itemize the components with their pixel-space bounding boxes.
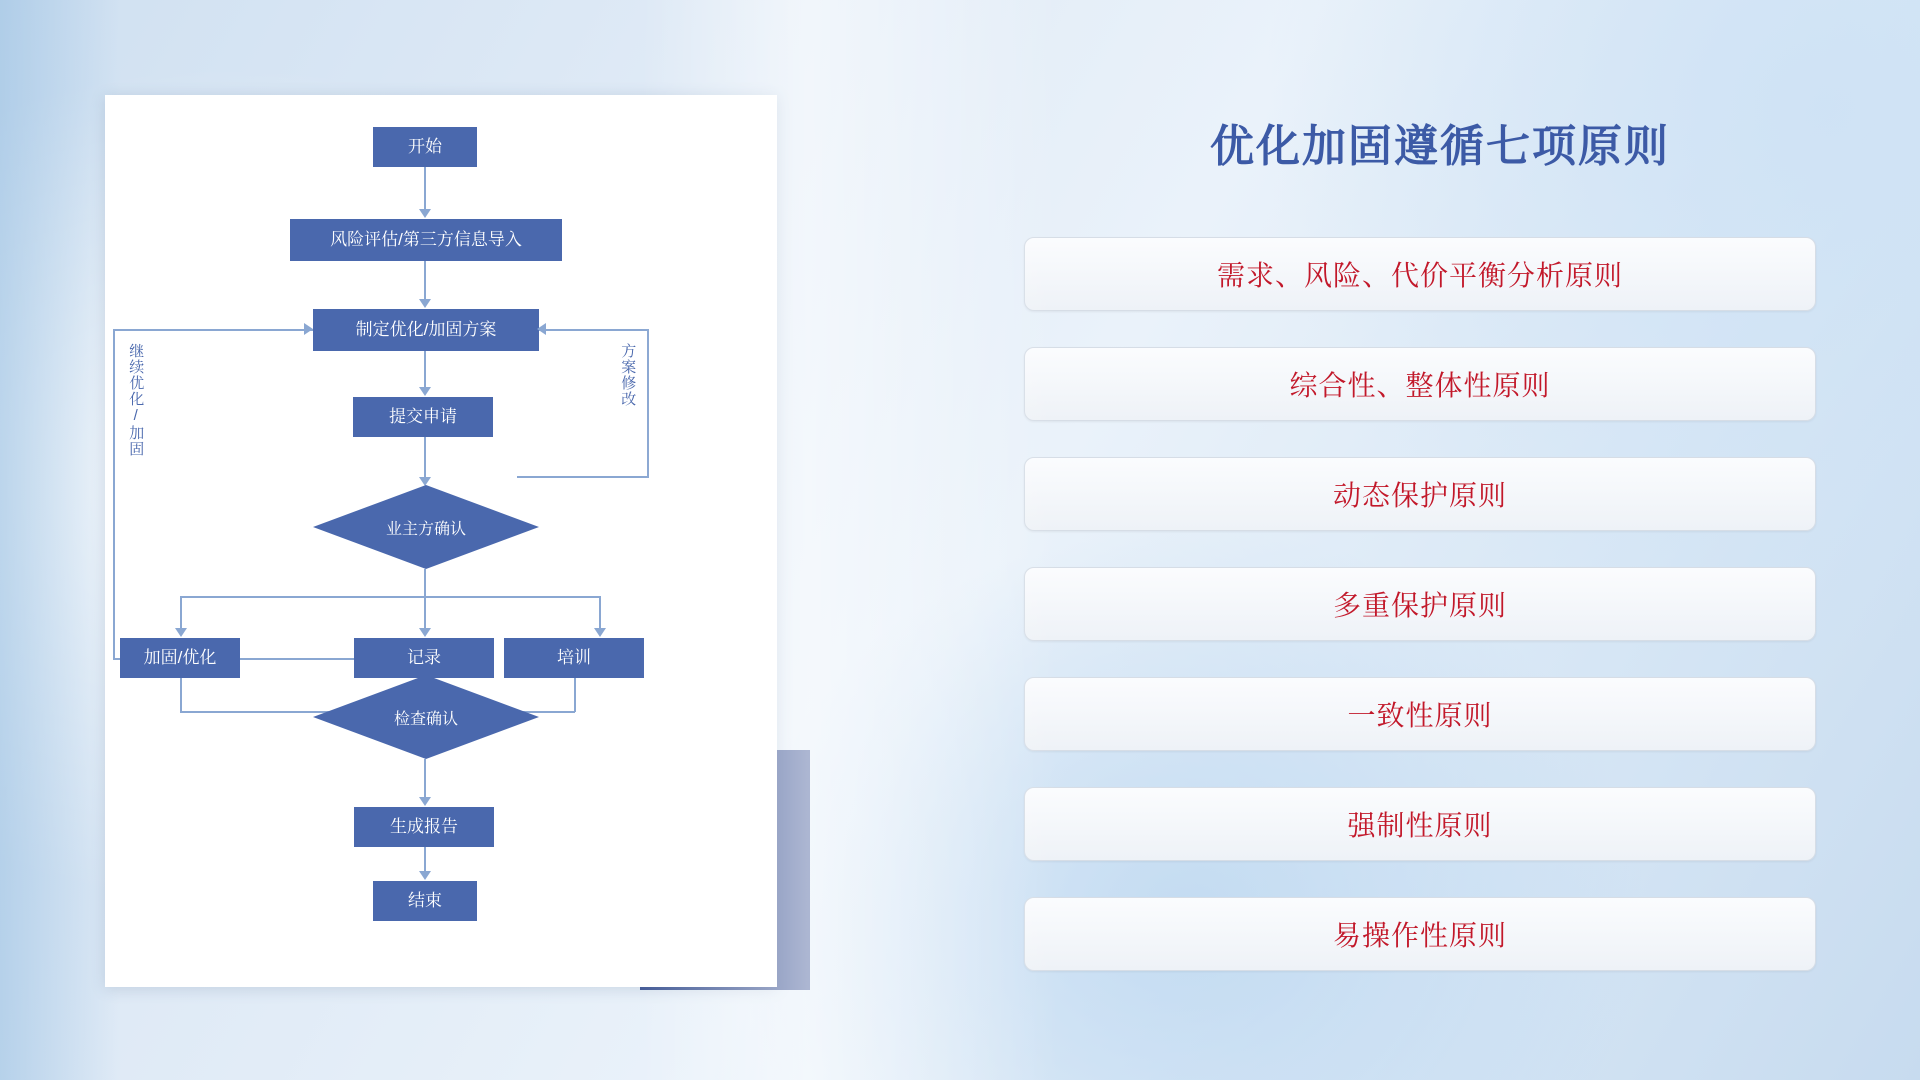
principle-item-1[interactable] [1024, 237, 1816, 311]
connector-plan-submit [424, 351, 426, 391]
arrowhead-report-end [419, 871, 431, 880]
connector-owner-split [424, 569, 426, 597]
principle-label-1: 需求、风险、代价平衡分析原则 [1216, 260, 1623, 291]
principle-item-7[interactable] [1024, 897, 1816, 971]
arrowhead-check-report [419, 797, 431, 806]
connector-risk-plan [424, 261, 426, 303]
connector-merge-right [574, 678, 576, 712]
flow-node-submit-application[interactable]: 提交申请 [353, 397, 493, 437]
arrowhead-start-risk [419, 209, 431, 218]
flow-decision-check-confirm-label: 检查确认 [393, 710, 458, 728]
edge-label-continue-optimization: 继续优化/加固 [127, 343, 145, 457]
flow-node-record[interactable]: 记录 [354, 638, 494, 678]
flow-decision-owner-confirm[interactable] [313, 485, 539, 569]
flowchart [105, 95, 777, 987]
connector-split-horizontal [180, 596, 600, 598]
arrowhead-plan-submit [419, 387, 431, 396]
connector-loop-right-top [539, 329, 649, 331]
flow-node-start[interactable]: 开始 [373, 127, 477, 167]
connector-loop-right-bottom [517, 476, 649, 478]
page-title: 优化加固遵循七项原则 [1210, 122, 1670, 171]
principle-item-5[interactable] [1024, 677, 1816, 751]
principle-item-4[interactable] [1024, 567, 1816, 641]
principle-label-3: 动态保护原则 [1332, 480, 1507, 511]
principle-item-2[interactable] [1024, 347, 1816, 421]
connector-loop-left-vertical [113, 329, 115, 659]
arrowhead-loop-right [537, 323, 546, 335]
flow-node-reinforce[interactable]: 加固/优化 [120, 638, 240, 678]
flow-node-plan[interactable]: 制定优化/加固方案 [313, 309, 539, 351]
flow-decision-check-confirm[interactable] [313, 675, 539, 759]
principle-item-3[interactable] [1024, 457, 1816, 531]
principle-accent-4 [1025, 634, 1815, 644]
principle-label-7: 易操作性原则 [1332, 920, 1507, 951]
principle-accent-1 [1025, 304, 1815, 314]
flow-node-risk-assessment[interactable]: 风险评估/第三方信息导入 [290, 219, 562, 261]
principle-accent-6 [1025, 854, 1815, 864]
arrowhead-split-left [175, 628, 187, 637]
connector-loop-right-vertical [647, 329, 649, 477]
arrowhead-split-mid [419, 628, 431, 637]
principle-label-4: 多重保护原则 [1332, 590, 1507, 621]
flow-decision-owner-confirm-label: 业主方确认 [385, 520, 466, 538]
arrowhead-split-right [594, 628, 606, 637]
edge-label-plan-revise: 方案修改 [619, 343, 637, 407]
connector-merge-left [180, 678, 182, 712]
principle-accent-7 [1025, 964, 1815, 974]
principle-label-5: 一致性原则 [1347, 700, 1493, 731]
connector-check-report [424, 759, 426, 801]
flowchart-card [105, 95, 777, 987]
arrowhead-loop-left [304, 323, 313, 335]
connector-loop-left-top [113, 329, 313, 331]
principle-label-2: 综合性、整体性原则 [1289, 370, 1551, 401]
principle-label-6: 强制性原则 [1347, 810, 1493, 841]
arrowhead-risk-plan [419, 299, 431, 308]
flow-node-generate-report[interactable]: 生成报告 [354, 807, 494, 847]
flow-node-end[interactable]: 结束 [373, 881, 477, 921]
principle-accent-2 [1025, 414, 1815, 424]
principle-accent-3 [1025, 524, 1815, 534]
connector-start-risk [424, 167, 426, 213]
principle-item-6[interactable] [1024, 787, 1816, 861]
connector-submit-owner [424, 437, 426, 481]
flow-node-training[interactable]: 培训 [504, 638, 644, 678]
principle-accent-5 [1025, 744, 1815, 754]
